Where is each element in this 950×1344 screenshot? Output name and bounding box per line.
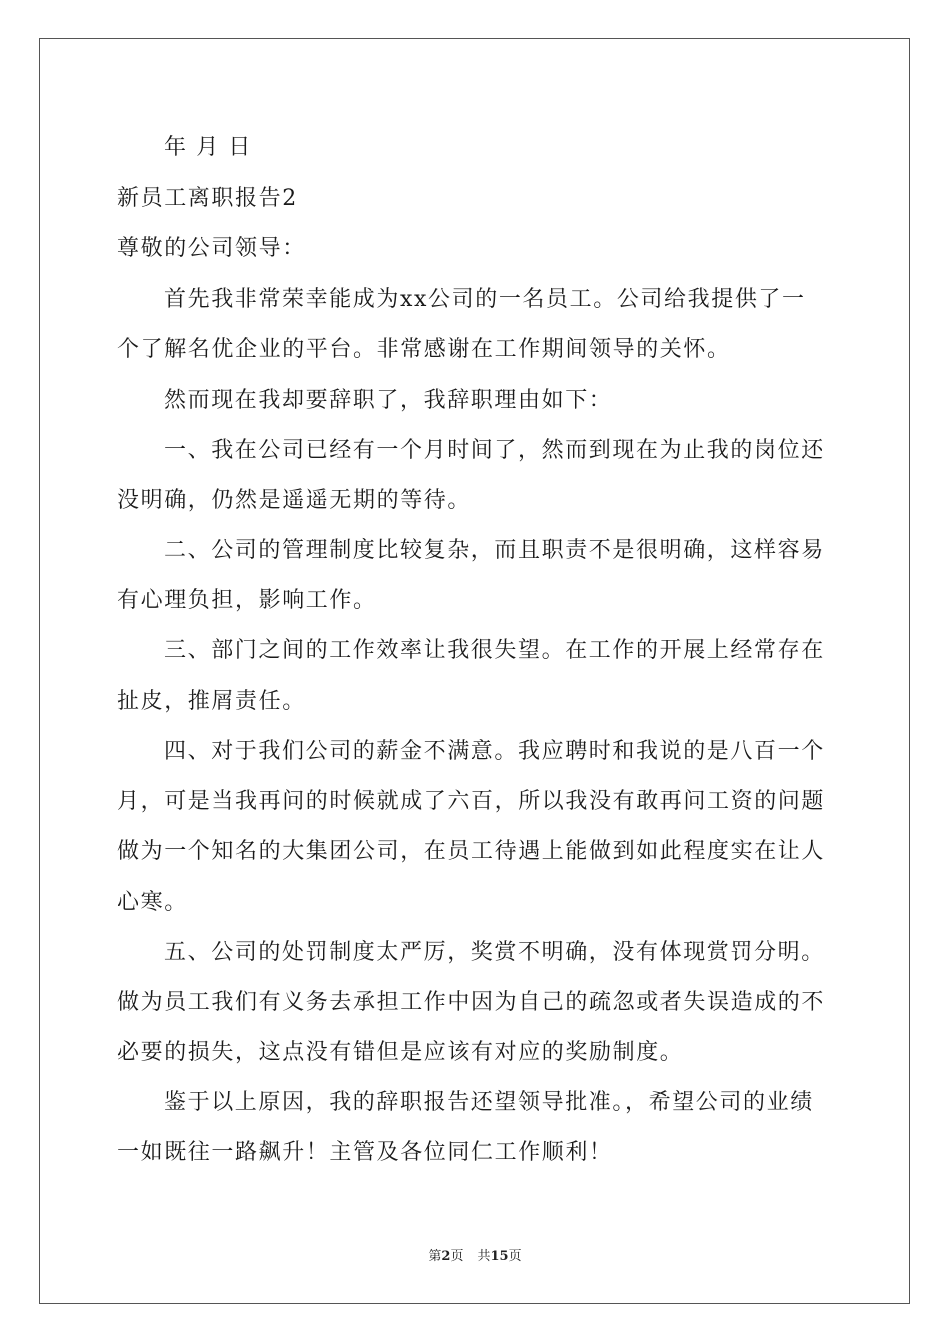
body-line: 三、部门之间的工作效率让我很失望。在工作的开展上经常存在	[164, 638, 825, 663]
body-line: 个了解名优企业的平台。非常感谢在工作期间领导的关怀。	[117, 337, 731, 362]
body-line: 四、对于我们公司的薪金不满意。我应聘时和我说的是八百一个	[164, 739, 825, 764]
page-prefix: 第	[428, 1249, 442, 1264]
date-line: 年 月 日	[164, 135, 252, 160]
body-line: 月，可是当我再问的时候就成了六百，所以我没有敢再问工资的问题	[117, 789, 826, 814]
body-line: 心寒。	[117, 890, 188, 915]
total-pages: 15	[490, 1249, 509, 1264]
salutation: 尊敬的公司领导：	[117, 236, 306, 261]
document-heading: 新员工离职报告2	[117, 186, 298, 211]
body-line: 做为一个知名的大集团公司，在员工待遇上能做到如此程度实在让人	[117, 839, 826, 864]
body-line: 有心理负担，影响工作。	[117, 588, 377, 613]
body-line: 然而现在我却要辞职了，我辞职理由如下：	[164, 388, 613, 413]
total-prefix: 共	[477, 1249, 491, 1264]
body-line: 五、公司的处罚制度太严厉，奖赏不明确，没有体现赏罚分明。	[164, 940, 825, 965]
body-line: 没明确，仍然是遥遥无期的等待。	[117, 488, 472, 513]
page-suffix: 页	[450, 1249, 464, 1264]
body-line: 必要的损失，这点没有错但是应该有对应的奖励制度。	[117, 1040, 684, 1065]
body-line: 鉴于以上原因，我的辞职报告还望领导批准。，希望公司的业绩	[164, 1090, 814, 1115]
total-suffix: 页	[508, 1249, 522, 1264]
page-footer	[0, 1248, 950, 1266]
body-line: 一如既往一路飙升！主管及各位同仁工作顺利！	[117, 1140, 613, 1165]
body-line: 做为员工我们有义务去承担工作中因为自己的疏忽或者失误造成的不	[117, 990, 826, 1015]
body-line: 首先我非常荣幸能成为xx公司的一名员工。公司给我提供了一	[164, 287, 806, 312]
body-line: 扯皮，推屑责任。	[117, 689, 306, 714]
body-line: 二、公司的管理制度比较复杂，而且职责不是很明确，这样容易	[164, 538, 825, 563]
page-number: 2	[441, 1249, 451, 1264]
body-line: 一、我在公司已经有一个月时间了，然而到现在为止我的岗位还	[164, 438, 825, 463]
